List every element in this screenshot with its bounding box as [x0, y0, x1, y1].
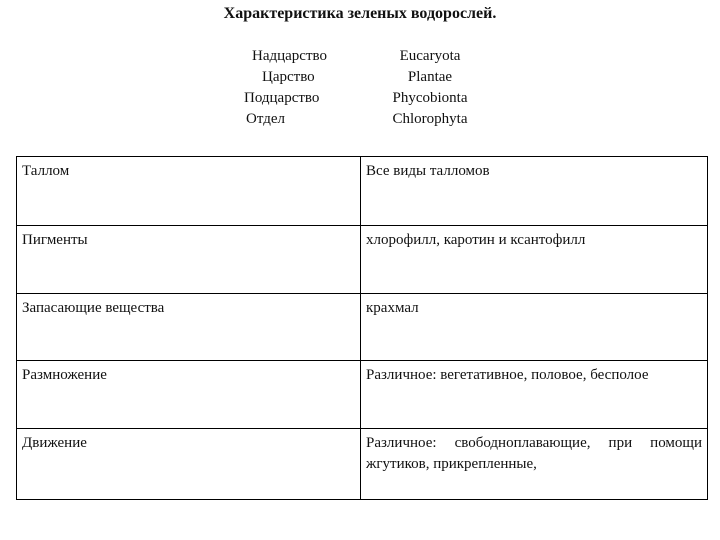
description-cell: Различное: вегетативное, половое, бесполое	[361, 361, 708, 429]
table-row	[17, 293, 708, 361]
feature-cell: Пигменты	[17, 225, 361, 293]
feature-cell: Движение	[17, 429, 361, 500]
feature-cell: Таллом	[17, 157, 361, 226]
taxonomy-values	[380, 46, 480, 130]
characteristics-table	[16, 156, 708, 500]
taxonomy-value-division: Chlorophyta	[392, 111, 468, 127]
feature-cell: Размножение	[17, 361, 361, 429]
description-cell: хлорофилл, каротин и ксантофилл	[361, 225, 708, 293]
table-row	[17, 361, 708, 429]
taxonomy-label-subkingdom: Подцарство	[244, 90, 320, 106]
taxonomy-label-division: Отдел	[246, 111, 285, 127]
page-title: Характеристика зеленых водорослей.	[223, 5, 497, 22]
feature-cell: Запасающие вещества	[17, 293, 361, 361]
table-row	[17, 225, 708, 293]
table-row	[17, 157, 708, 226]
description-cell: крахмал	[361, 293, 708, 361]
taxonomy-value-superkingdom: Eucaryota	[399, 48, 461, 64]
taxonomy-label-kingdom: Царство	[262, 69, 315, 85]
taxonomy-label-superkingdom: Надцарство	[252, 48, 327, 64]
taxonomy-value-kingdom: Plantae	[407, 69, 453, 85]
taxonomy-value-subkingdom: Phycobionta	[392, 90, 468, 106]
table-row	[17, 429, 708, 500]
taxonomy-labels	[238, 46, 348, 130]
description-cell: Различное: свободноплавающие, при помощи жгутиков, прикрепленные,	[361, 429, 708, 500]
description-cell: Все виды талломов	[361, 157, 708, 226]
